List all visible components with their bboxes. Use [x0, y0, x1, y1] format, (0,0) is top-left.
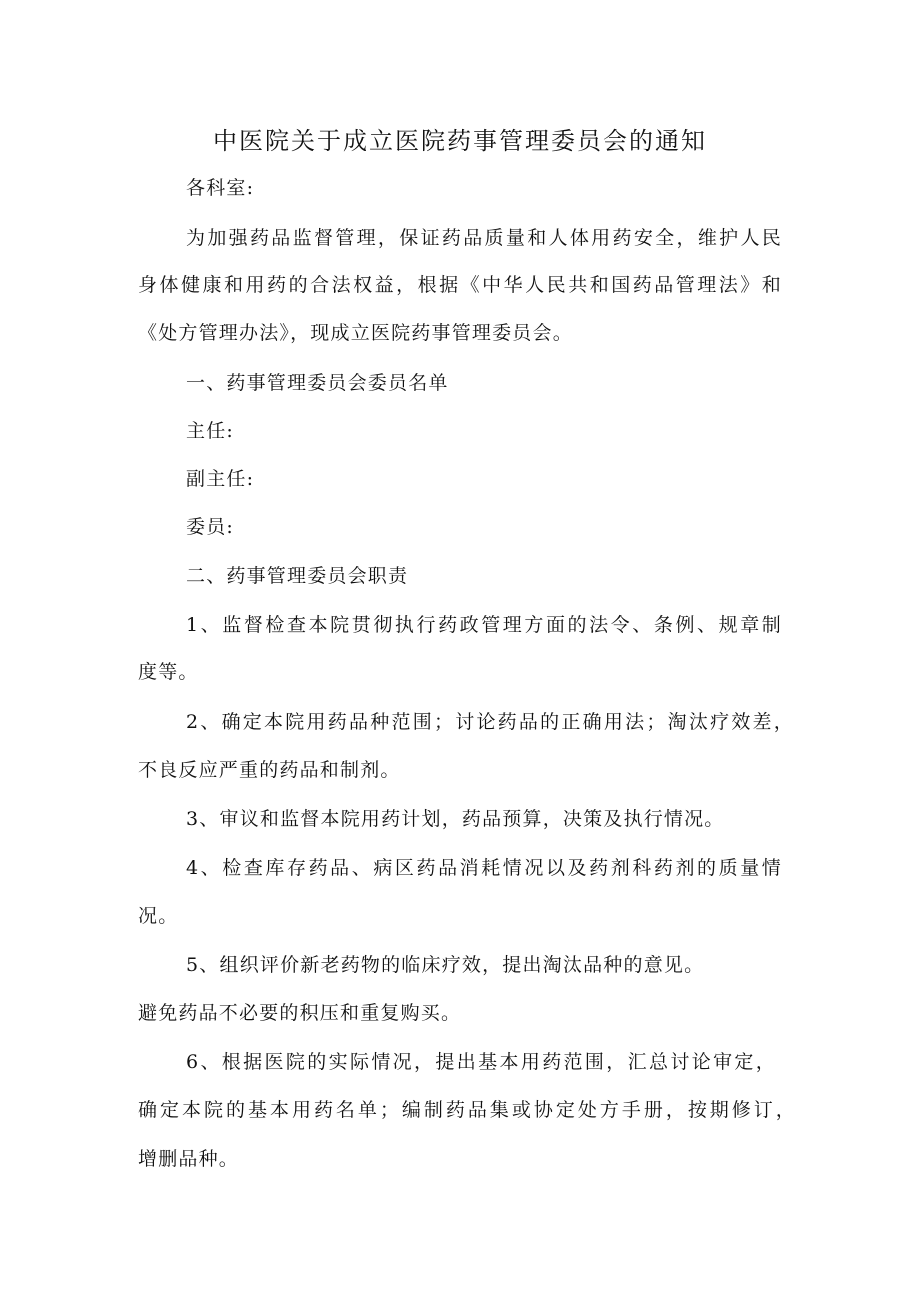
intro-line-1: 为加强药品监督管理，保证药品质量和人体用药安全，维护人民: [186, 227, 782, 249]
duty-2-line-1: 2、确定本院用药品种范围；讨论药品的正确用法；淘汰疗效差，: [186, 711, 794, 733]
duty-1-line-1: 1、监督检查本院贯彻执行药政管理方面的法令、条例、规章制: [186, 614, 782, 636]
duty-1-line-2: 度等。: [138, 661, 199, 683]
duty-6-line-3: 增删品种。: [138, 1148, 240, 1170]
duty-3-line-1: 3、审议和监督本院用药计划，药品预算，决策及执行情况。: [186, 808, 725, 830]
duty-6-line-2: 确定本院的基本用药名单；编制药品集或协定处方手册，按期修订，: [138, 1099, 796, 1121]
salutation: 各科室:: [186, 177, 255, 199]
duty-5-line-1: 5、组织评价新老药物的临床疗效，提出淘汰品种的意见。: [186, 954, 705, 976]
members-label: 委员:: [186, 516, 235, 538]
director-label: 主任:: [186, 420, 235, 442]
duty-5-line-2: 避免药品不必要的积压和重复购买。: [138, 1002, 462, 1024]
section2-heading: 二、药事管理委员会职责: [186, 565, 409, 587]
deputy-director-label: 副主任:: [186, 468, 255, 490]
duty-4-line-1: 4、检查库存药品、病区药品消耗情况以及药剂科药剂的质量情: [186, 857, 782, 879]
duty-6-line-1: 6、根据医院的实际情况，提出基本用药范围，汇总讨论审定，: [186, 1051, 776, 1073]
intro-line-2: 身体健康和用药的合法权益，根据《中华人民共和国药品管理法》和: [138, 274, 782, 296]
duty-2-line-2: 不良反应严重的药品和制剂。: [138, 759, 401, 781]
intro-line-3: 《处方管理办法》，现成立医院药事管理委员会。: [138, 322, 573, 344]
section1-heading: 一、药事管理委员会委员名单: [186, 372, 449, 394]
duty-4-line-2: 况。: [138, 905, 179, 927]
document-title: 中医院关于成立医院药事管理委员会的通知: [213, 127, 707, 155]
